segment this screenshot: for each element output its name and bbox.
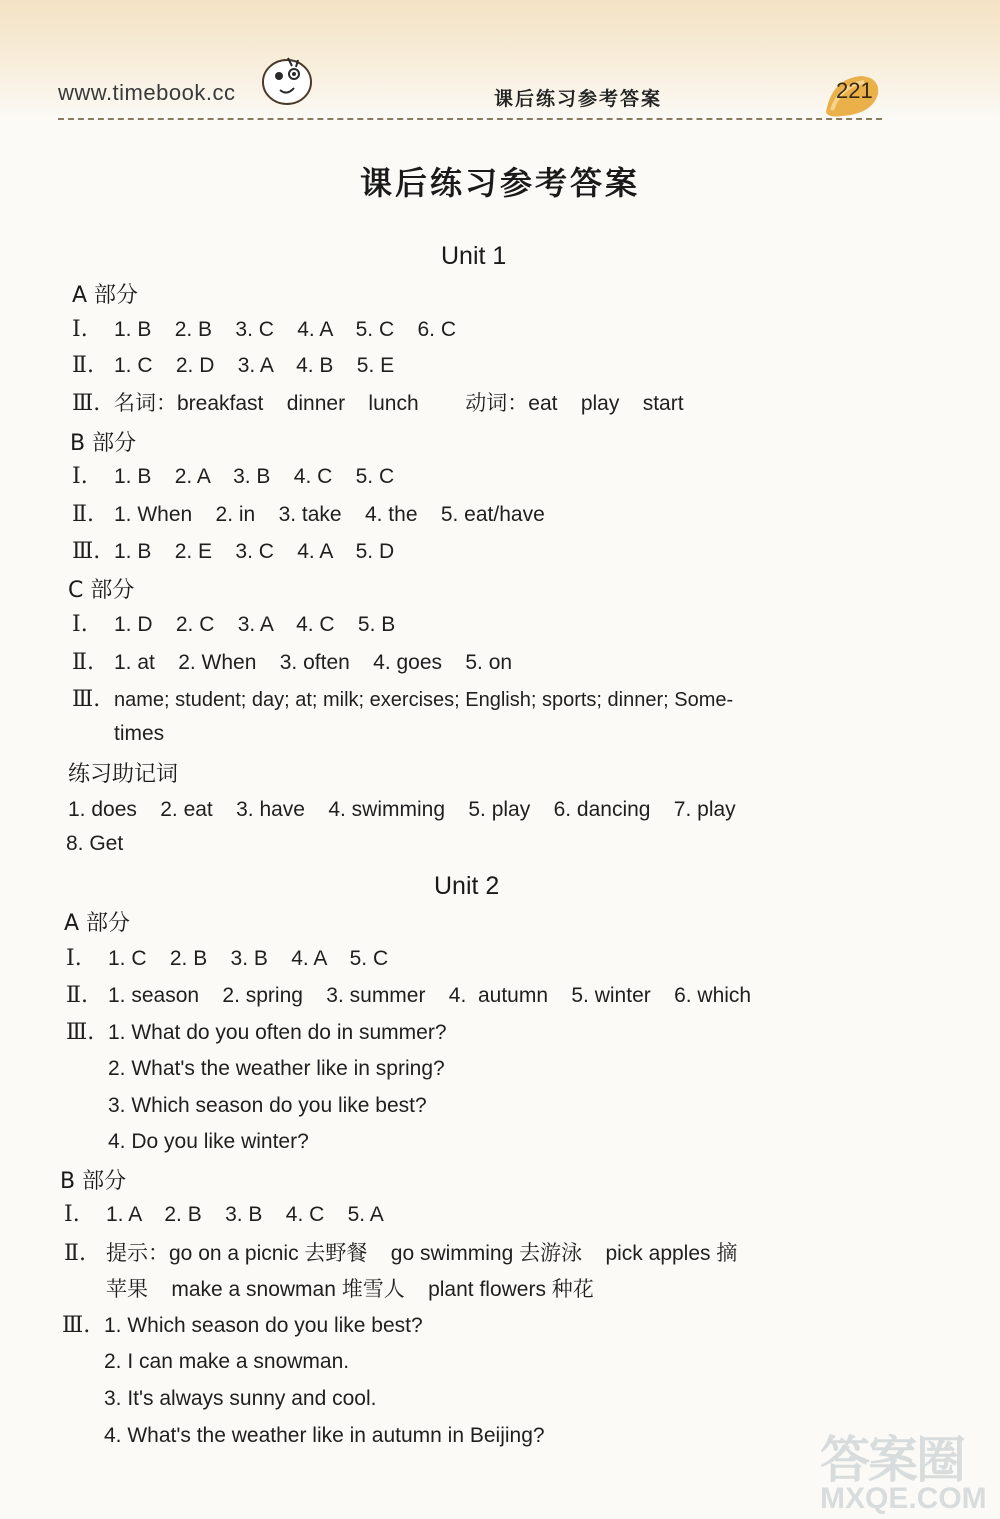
answer-text: 1. at 2. When 3. often 4. goes 5. on [114,651,513,674]
unit-1-part-c-row-3 [72,686,733,714]
unit-1-part-c-row-1 [72,611,395,639]
answer-text: 1. Which season do you like best? [104,1314,423,1337]
unit-2-part-b-row-3-item-2: 2. I can make a snowman. [104,1350,350,1373]
unit-1-heading: Unit 1 [441,242,507,270]
roman-numeral: Ⅲ. [62,1313,91,1338]
unit-1-part-a-row-1 [72,316,456,344]
unit-2-part-a-row-3 [66,1019,447,1047]
answer-text: 1. season 2. spring 3. summer 4. autumn 5. winter 6. which [108,984,752,1007]
roman-numeral: Ⅰ. [66,946,82,971]
roman-numeral: Ⅲ. [72,539,101,564]
roman-numeral: Ⅲ. [72,391,101,416]
unit-2-part-a-row-3-item-2: 2. What's the weather like in spring? [108,1057,445,1080]
page-number: 221 [836,78,873,103]
answer-text: 名词：breakfast dinner lunch 动词：eat play start [114,392,684,415]
answer-text: 提示：go on a picnic 去野餐 go swimming 去游泳 pick apples 摘 [106,1242,738,1265]
unit-1-part-b-row-3 [72,538,394,566]
roman-numeral: Ⅰ. [72,317,88,342]
answer-text: 1. B 2. A 3. B 4. C 5. C [114,465,395,488]
unit-1-helper-line-1: 1. does 2. eat 3. have 4. swimming 5. play 6. dancing 7. play [68,798,736,821]
roman-numeral: Ⅱ. [66,983,88,1008]
unit-2-part-b-row-3 [62,1312,423,1340]
unit-1-part-a-row-3 [72,390,684,418]
answer-text: 1. What do you often do in summer? [108,1021,447,1044]
page-title: 课后练习参考答案 [359,164,640,202]
roman-numeral: Ⅱ. [64,1241,86,1266]
roman-numeral: Ⅲ. [66,1020,95,1045]
unit-2-part-a-row-2 [66,982,751,1010]
unit-1-helper-line-2: 8. Get [66,832,124,855]
answer-text: name; student; day; at; milk; exercises; English; sports; dinner; Some- [114,689,734,711]
answer-text: 1. C 2. D 3. A 4. B 5. E [114,354,395,377]
answer-text: 1. B 2. E 3. C 4. A 5. D [114,540,395,563]
watermark [820,1420,1000,1519]
unit-2-part-b-row-3-item-3: 3. It's always sunny and cool. [104,1387,377,1410]
unit-2-part-a-label: A 部分 [64,911,131,936]
unit-2-part-b-label: B 部分 [60,1169,127,1194]
roman-numeral: Ⅲ. [72,687,101,712]
roman-numeral: Ⅱ. [72,650,94,675]
roman-numeral: Ⅰ. [72,464,88,489]
unit-1-part-c-row-2 [72,649,512,677]
site-url: www.timebook.cc [58,80,236,105]
unit-2-part-b-row-2-continued: 苹果 make a snowman 堆雪人 plant flowers 种花 [106,1278,594,1301]
unit-2-part-b-row-1 [64,1201,384,1229]
roman-numeral: Ⅱ. [72,502,94,527]
answer-text: 1. D 2. C 3. A 4. C 5. B [114,613,396,636]
unit-2-heading: Unit 2 [434,872,500,900]
unit-1-part-a-row-2 [72,352,394,380]
running-title: 课后练习参考答案 [494,88,663,110]
unit-1-part-c-label: C 部分 [68,578,135,603]
unit-2-part-b-row-2 [64,1240,737,1268]
unit-1-part-b-row-1 [72,463,394,491]
unit-1-part-b-label: B 部分 [70,431,137,456]
unit-2-part-a-row-1 [66,945,388,973]
roman-numeral: Ⅱ. [72,353,94,378]
answer-text: 1. B 2. B 3. C 4. A 5. C 6. C [114,318,456,341]
watermark-logo: 答案圈 [820,1431,964,1489]
unit-2-part-b-row-3-item-4: 4. What's the weather like in autumn in Beijing? [104,1424,545,1447]
unit-1-part-c-row-3-continued: times [114,722,165,745]
unit-2-part-a-row-3-item-4: 4. Do you like winter? [108,1130,309,1153]
answer-text: 1. When 2. in 3. take 4. the 5. eat/have [114,503,545,526]
roman-numeral: Ⅰ. [64,1202,80,1227]
unit-2-part-a-row-3-item-3: 3. Which season do you like best? [108,1094,427,1117]
answer-text: 1. C 2. B 3. B 4. A 5. C [108,947,389,970]
roman-numeral: Ⅰ. [72,612,88,637]
watermark-url: MXQE.COM [820,1482,987,1515]
answer-text: 1. A 2. B 3. B 4. C 5. A [106,1203,384,1226]
unit-1-helper-label: 练习助记词 [68,762,179,787]
unit-1-part-a-label: A 部分 [72,283,139,308]
unit-1-part-b-row-2 [72,501,545,529]
